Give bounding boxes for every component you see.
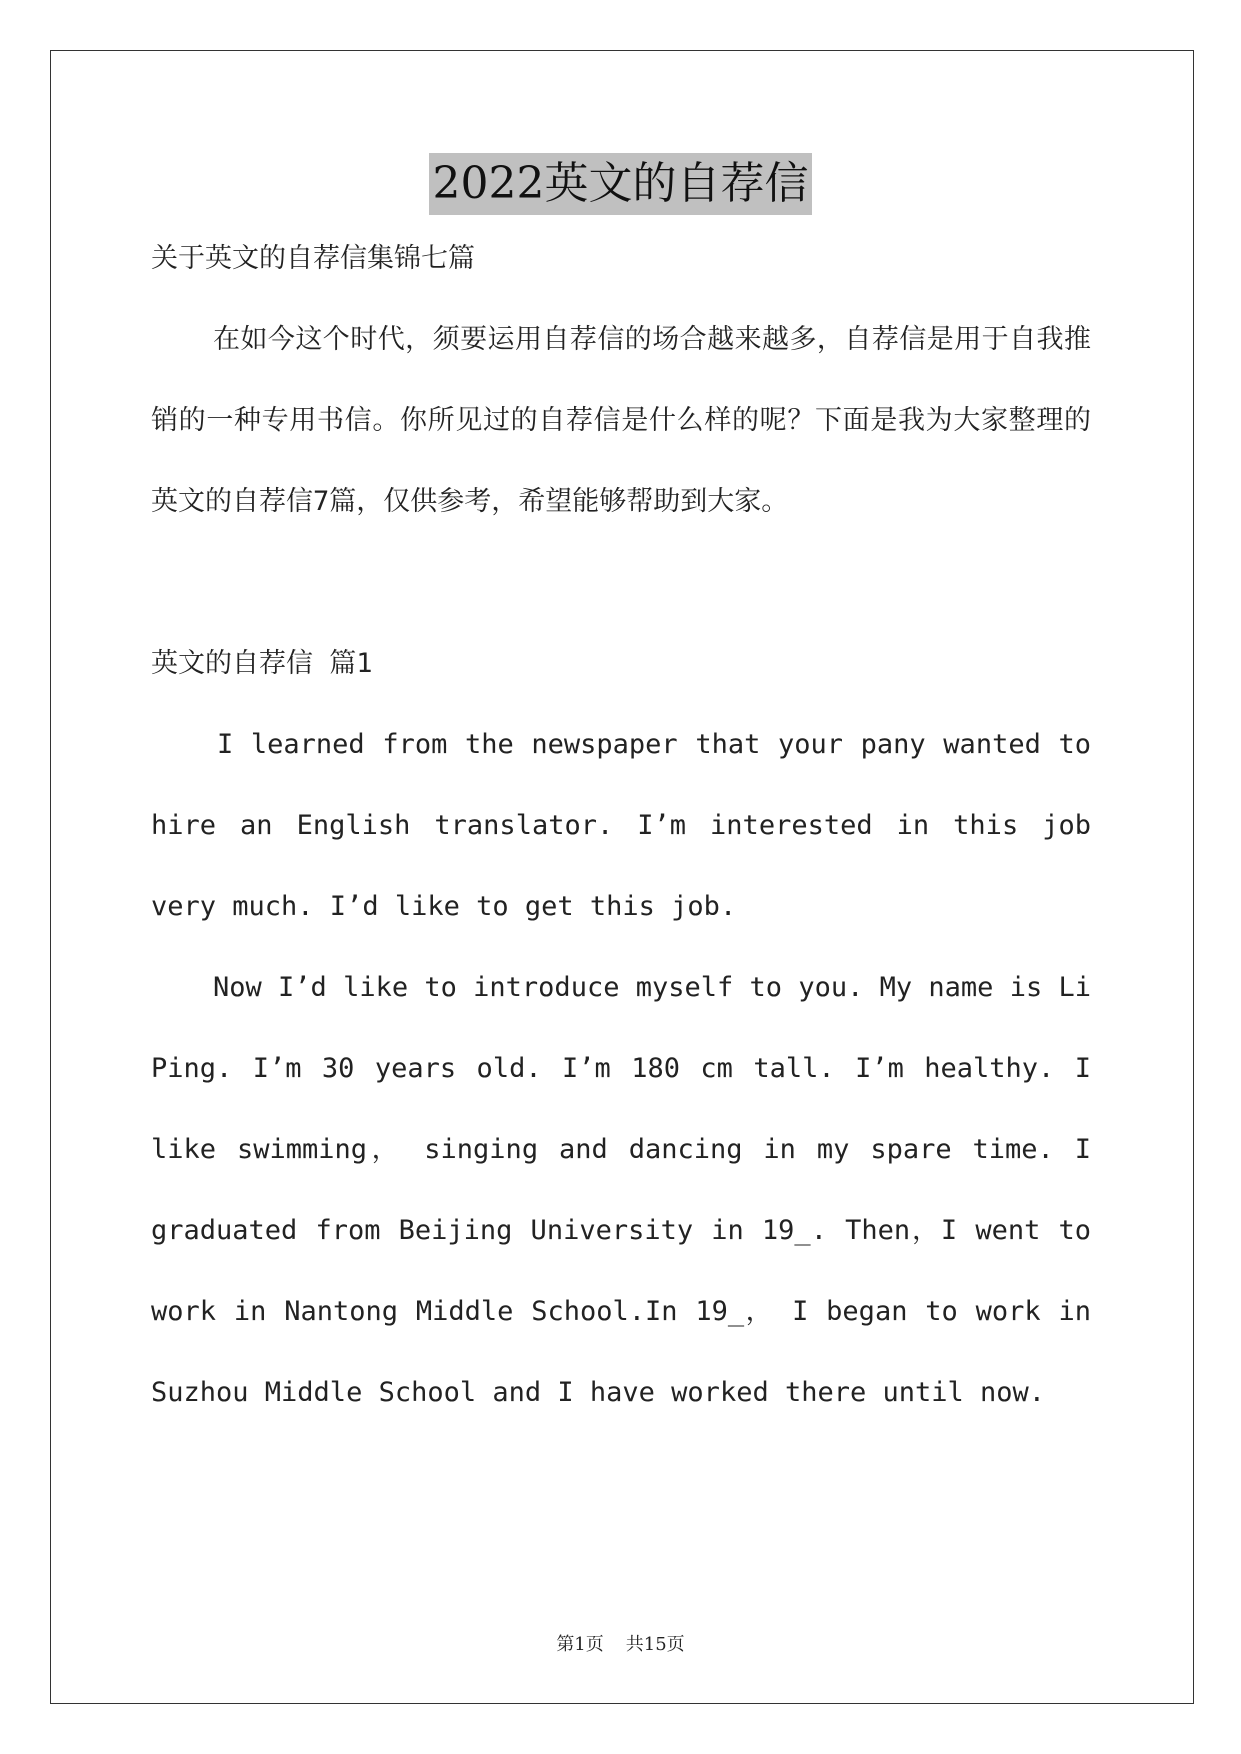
body-paragraph-1: I learned from the newspaper that your pany wanted to hire an English translator. I’m interested in this job very much. I’d like to get this job.: [151, 729, 1091, 922]
document-body: [151, 218, 1091, 1433]
page-total: 共15页: [625, 1634, 685, 1655]
document-title: 2022英文的自荐信: [429, 153, 813, 215]
section-heading: 英文的自荐信 篇1: [151, 648, 373, 679]
title-container: [0, 153, 1241, 215]
page-footer: [0, 1630, 1241, 1656]
blank-line: [151, 542, 1091, 623]
page-number: 第1页: [556, 1634, 604, 1655]
document-subtitle: 关于英文的自荐信集锦七篇: [151, 243, 475, 274]
intro-paragraph: 在如今这个时代，须要运用自荐信的场合越来越多，自荐信是用于自我推销的一种专用书信。你所见过的自荐信是什么样的呢？下面是我为大家整理的英文的自荐信7篇，仅供参考，希望能够帮助到大家。: [151, 324, 1091, 517]
body-paragraph-2: Now I’d like to introduce myself to you. My name is Li Ping. I’m 30 years old. I’m 180 cm tall. I’m healthy. I like swimming， singing and dancing in my spare time. I graduated from Beijing University in 19_. Then，I went to work in Nantong Middle School.In 19_， I began to work in Suzhou Middle School and I have worked there until now.: [151, 972, 1091, 1408]
